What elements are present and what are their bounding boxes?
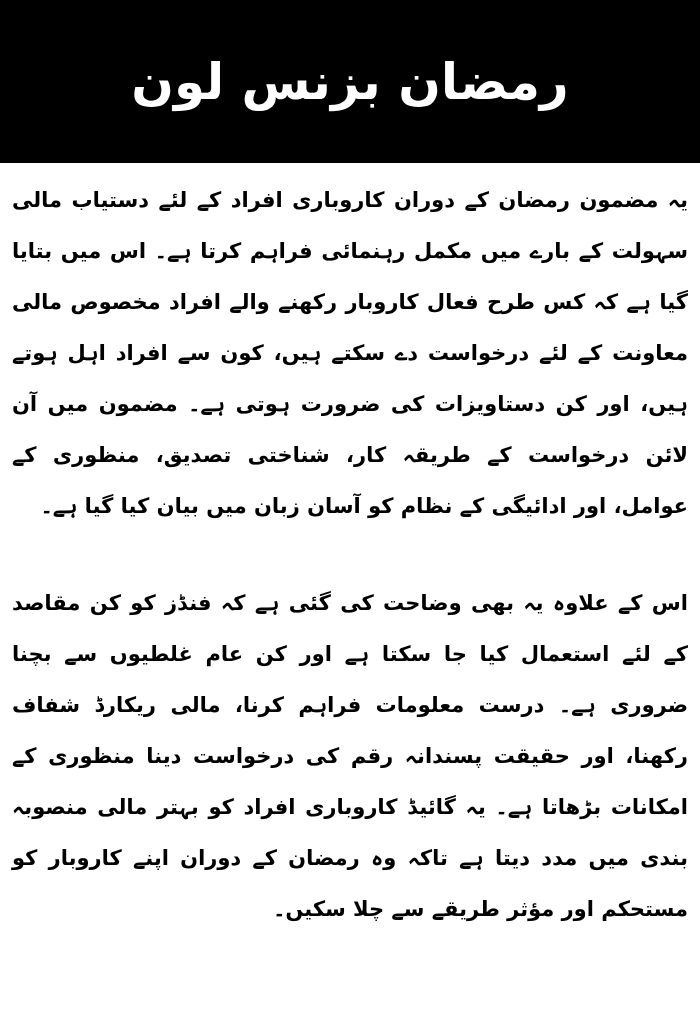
article-paragraph-2: اس کے علاوہ یہ بھی وضاحت کی گئی ہے کہ فنڈز کو کن مقاصد کے لئے استعمال کیا جا سکتا ہے اور کن عام غلطیوں سے بچنا ضروری ہے۔ درست معلومات فراہم کرنا، مالی ریکارڈ شفاف رکھنا، اور حقیقت پسندانہ رقم کی درخواست دینا منظوری کے امکانات بڑھاتا ہے۔ یہ گائیڈ کاروباری افراد کو بہتر مالی منصوبہ بندی میں مدد دیتا ہے تاکہ وہ رمضان کے دوران اپنے کاروبار کو مستحکم اور مؤثر طریقے سے چلا سکیں۔ bbox=[12, 591, 688, 921]
article-body bbox=[12, 175, 688, 935]
article-paragraph-1: یہ مضمون رمضان کے دوران کاروباری افراد کے لئے دستیاب مالی سہولت کے بارے میں مکمل رہنمائی فراہم کرتا ہے۔ اس میں بتایا گیا ہے کہ کس طرح فعال کاروبار رکھنے والے افراد مخصوص مالی معاونت کے لئے درخواست دے سکتے ہیں، کون سے افراد اہل ہوتے ہیں، اور کن دستاویزات کی ضرورت ہوتی ہے۔ مضمون میں آن لائن درخواست کے طریقہ کار، شناختی تصدیق، منظوری کے عوامل، اور ادائیگی کے نظام کو آسان زبان میں بیان کیا گیا ہے۔ bbox=[12, 188, 688, 518]
title-banner bbox=[0, 0, 700, 163]
page-title: رمضان بزنس لون bbox=[131, 52, 569, 111]
